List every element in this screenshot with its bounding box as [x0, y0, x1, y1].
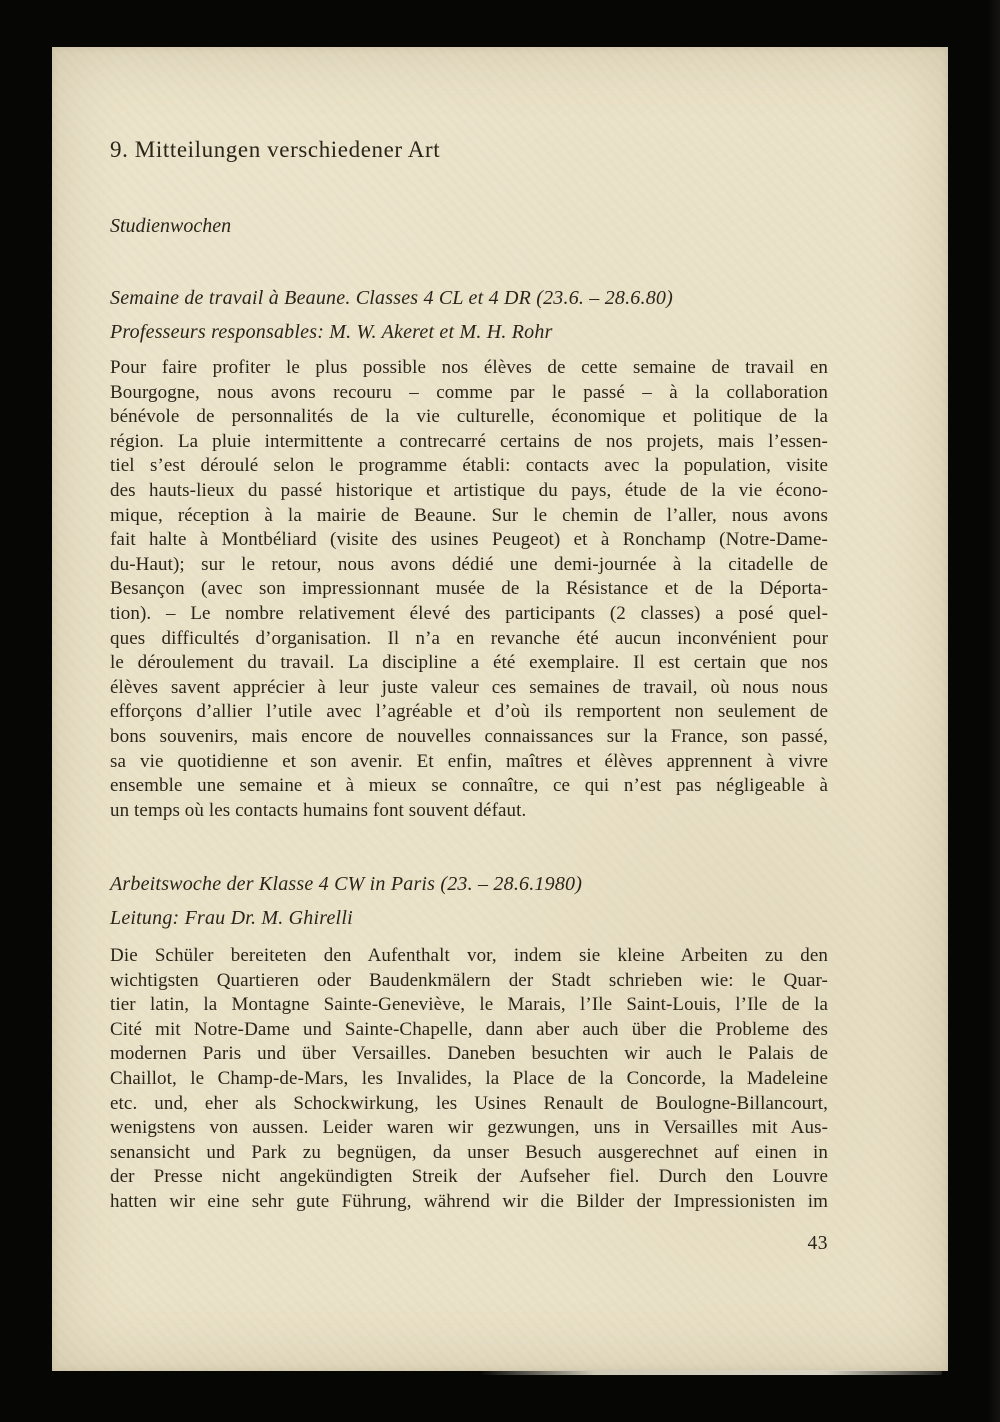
text-line: efforçons d’allier l’utile avec l’agréable et d’où ils remportent non seulement de: [110, 701, 828, 723]
text-line: ensemble une semaine et à mieux se connaître, ce qui n’est pas négligeable à: [110, 775, 828, 797]
text-line: Cité mit Notre-Dame und Sainte-Chapelle, dann aber auch über die Probleme des: [110, 1018, 828, 1040]
subject-heading: Studienwochen: [110, 215, 232, 237]
text-line: région. La pluie intermittente a contrecarré certains de nos projets, mais l’essen-: [110, 430, 828, 452]
text-line: le déroulement du travail. La discipline a été exemplaire. Il est certain que nos: [110, 652, 828, 674]
scanner-edge-artifact: [987, 0, 1000, 1422]
text-line: mique, réception à la mairie de Beaune. Sur le chemin de l’aller, nous avons: [110, 504, 828, 526]
text-line: der Presse nicht angekündigten Streik der Aufseher fiel. Durch den Louvre: [110, 1166, 828, 1188]
text-line: un temps où les contacts humains font souvent défaut.: [110, 799, 527, 821]
text-line: senansicht und Park zu begnügen, da unser Besuch ausgerechnet auf einen in: [110, 1141, 828, 1163]
text-line: tion). – Le nombre relativement élevé des participants (2 classes) a posé quel-: [110, 602, 828, 624]
section-beaune-title: Semaine de travail à Beaune. Classes 4 CL et 4 DR (23.6. – 28.6.80): [110, 287, 673, 309]
text-line: ques difficultés d’organisation. Il n’a en revanche été aucun inconvénient pour: [110, 627, 828, 649]
text-line: etc. und, eher als Schockwirkung, les Usines Renault de Boulogne-Billancourt,: [110, 1092, 828, 1114]
text-line: modernen Paris und über Versailles. Daneben besuchten wir auch le Palais de: [110, 1043, 828, 1065]
section-beaune-paragraph: [110, 356, 828, 824]
section-beaune-subtitle: Professeurs responsables: M. W. Akeret et M. H. Rohr: [110, 321, 553, 343]
section-paris-title: Arbeitswoche der Klasse 4 CW in Paris (23. – 28.6.1980): [110, 873, 583, 895]
section-paris-paragraph: [110, 944, 828, 1216]
text-line: Bourgogne, nous avons recouru – comme par le passé – à la collaboration: [110, 381, 828, 403]
text-line: bons souvenirs, mais encore de nouvelles connaissances sur la France, son passé,: [110, 725, 828, 747]
section-paris-subtitle: Leitung: Frau Dr. M. Ghirelli: [110, 907, 353, 929]
text-line: hatten wir eine sehr gute Führung, während wir die Bilder der Impressionisten im: [110, 1190, 828, 1212]
text-line: wichtigsten Quartieren oder Baudenkmälern der Stadt schrieben wie: le Quar-: [110, 969, 828, 991]
text-line: Besançon (avec son impressionnant musée de la Résistance et de la Déporta-: [110, 578, 828, 600]
text-line: bénévole de personnalités de la vie culturelle, économique et politique de la: [110, 406, 828, 428]
text-line: élèves savent apprécier à leur juste valeur ces semaines de travail, où nous nous: [110, 676, 828, 698]
text-line: des hauts-lieux du passé historique et artistique du pays, étude de la vie écono-: [110, 479, 828, 501]
text-line: fait halte à Montbéliard (visite des usines Peugeot) et à Ronchamp (Notre-Dame-: [110, 529, 828, 551]
page-number: 43: [807, 1233, 828, 1254]
chapter-heading: 9. Mitteilungen verschiedener Art: [110, 137, 441, 162]
text-line: Pour faire profiter le plus possible nos élèves de cette semaine de travail en: [110, 357, 828, 378]
text-line: sa vie quotidienne et son avenir. Et enfin, maîtres et élèves apprennent à vivre: [110, 750, 828, 772]
text-line: tier latin, la Montagne Sainte-Geneviève, le Marais, l’Ile Saint-Louis, l’Ile de la: [110, 994, 828, 1016]
text-line: tiel s’est déroulé selon le programme établi: contacts avec la population, visite: [110, 455, 828, 477]
text-line: Die Schüler bereiteten den Aufenthalt vor, indem sie kleine Arbeiten zu den: [110, 945, 828, 966]
text-line: Chaillot, le Champ-de-Mars, les Invalides, la Place de la Concorde, la Madeleine: [110, 1067, 828, 1089]
text-line: wenigstens von aussen. Leider waren wir gezwungen, uns in Versailles mit Aus-: [110, 1117, 828, 1139]
book-page: [52, 47, 948, 1371]
page-bottom-edge: [480, 1370, 942, 1375]
text-line: du-Haut); sur le retour, nous avons dédié une demi-journée à la citadelle de: [110, 553, 828, 575]
